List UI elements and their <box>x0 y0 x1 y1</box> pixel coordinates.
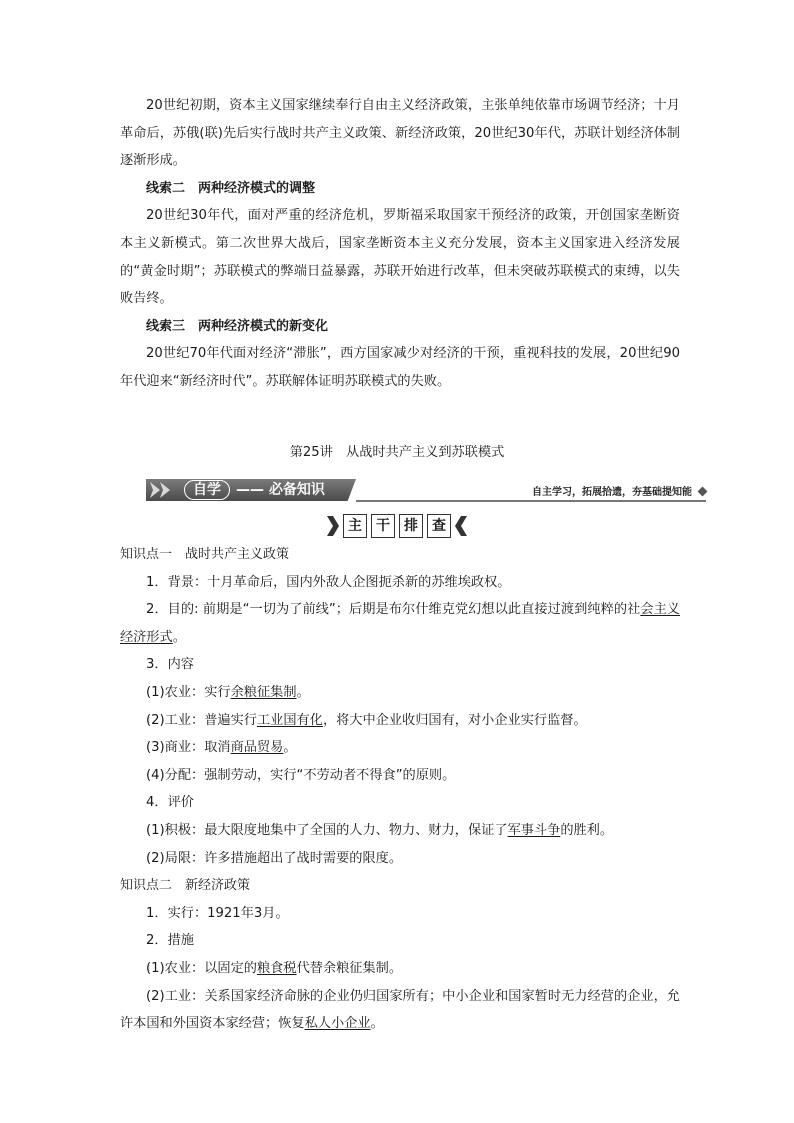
kp1-limitation: (2)局限：许多措施超出了战时需要的限度。 <box>146 850 403 866</box>
kp1-goal-underlined: 会主义经济形式 <box>120 602 680 645</box>
intro-paragraph-3: 20世纪70年代面对经济“滞胀”，西方国家减少对经济的干预，重视科技的发展，20世纪90年代迎来“新经济时代”。苏联解体证明苏联模式的失败。 <box>120 346 680 389</box>
badge-char: 主 <box>343 514 367 538</box>
kp1-goal-text: 2．目的: 前期是“一切为了前线”；后期是布尔什维克党幻想以此直接过渡到纯粹的社 <box>146 602 641 618</box>
text: 的胜利。 <box>560 822 614 838</box>
text: ，将大中企业收归国有，对小企业实行监督。 <box>322 712 587 728</box>
text: (2)工业：关系国家经济命脉的企业仍归国家所有；中小企业和国家暂时无力经营的企业，允许本国和外国资本家经营；恢复 <box>120 988 680 1032</box>
chevron-left-icon <box>455 516 467 536</box>
text: 。 <box>283 740 297 756</box>
knowledge-point-2-title: 知识点二 新经济政策 <box>120 878 251 894</box>
underlined-term: 粮食税 <box>257 960 297 976</box>
badge-char: 排 <box>399 514 423 538</box>
section-banner <box>146 476 706 502</box>
kp1-goal <box>120 596 680 651</box>
underlined-term: 余粮征集制 <box>230 684 297 700</box>
text: (1)农业：实行 <box>146 684 231 700</box>
banner-title <box>184 479 325 501</box>
knowledge-point-1-title: 知识点一 战时共产主义政策 <box>120 547 290 562</box>
underlined-term: 商品贸易 <box>230 740 284 756</box>
clue-3-heading: 线索三 两种经济模式的新变化 <box>146 318 329 334</box>
intro-paragraph-2: 20世纪30年代，面对严重的经济危机，罗斯福采取国家干预经济的政策，开创国家垄断资本主义新模式。第二次世界大战后，国家垄断资本主义充分发展，资本主义国家进入经济发展的“黄金时期”；苏联模式的弊端日益暴露，苏联开始进行改革，但未突破苏联模式的束缚，以失败告终。 <box>120 208 680 307</box>
banner-title-text: —— 必备知识 <box>236 482 325 498</box>
kp2-agriculture <box>120 955 680 983</box>
badge-char: 查 <box>427 514 451 538</box>
kp1-positive <box>120 817 680 845</box>
kp1-agriculture <box>120 679 680 707</box>
underlined-term: 工业国有化 <box>257 712 323 728</box>
text: (2)工业：普遍实行 <box>146 712 257 728</box>
text: 。 <box>370 1016 384 1032</box>
underlined-term: 军事斗争 <box>507 822 561 838</box>
banner-underline <box>356 500 706 502</box>
knowledge-section <box>120 541 680 1038</box>
kp2-industry <box>120 983 680 1038</box>
kp1-content-heading: 3．内容 <box>146 657 194 673</box>
kp2-measures-heading: 2．措施 <box>146 933 194 949</box>
intro-section <box>120 92 680 396</box>
lecture-title: 第25讲 从战时共产主义到苏联模式 <box>289 445 505 460</box>
main-check-badge <box>0 514 794 540</box>
text: (1)积极：最大限度地集中了全国的人力、物力、财力，保证了 <box>146 822 508 838</box>
kp1-evaluation-heading: 4．评价 <box>146 795 194 811</box>
chevron-right-icon <box>327 516 339 536</box>
banner-subtitle: 自主学习，拓展拾遗，夯基础提知能 <box>532 487 692 498</box>
banner-tag: 自学 <box>184 480 230 500</box>
kp2-implementation: 1．实行：1921年3月。 <box>146 905 289 921</box>
text: (1)农业：以固定的 <box>146 960 257 976</box>
text: (3)商业：取消 <box>146 740 231 756</box>
text: 代替余粮征集制。 <box>296 960 403 976</box>
text: 。 <box>296 684 310 700</box>
kp1-background: 1．背景：十月革命后，国内外敌人企图扼杀新的苏维埃政权。 <box>146 574 511 590</box>
kp1-industry <box>120 707 680 735</box>
underlined-term: 私人小企业 <box>304 1016 371 1032</box>
kp1-distribution: (4)分配：强制劳动，实行“不劳动者不得食”的原则。 <box>146 767 456 783</box>
diamond-icon <box>698 487 708 497</box>
clue-2-heading: 线索二 两种经济模式的调整 <box>146 180 316 196</box>
kp1-commerce <box>120 734 680 762</box>
intro-paragraph-1: 20世纪初期，资本主义国家继续奉行自由主义经济政策，主张单纯依靠市场调节经济；十月革命后，苏俄(联)先后实行战时共产主义政策、新经济政策，20世纪30年代，苏联计划经济体制逐渐形成。 <box>120 98 680 169</box>
badge-char: 干 <box>371 514 395 538</box>
kp1-goal-end: 。 <box>172 629 186 645</box>
